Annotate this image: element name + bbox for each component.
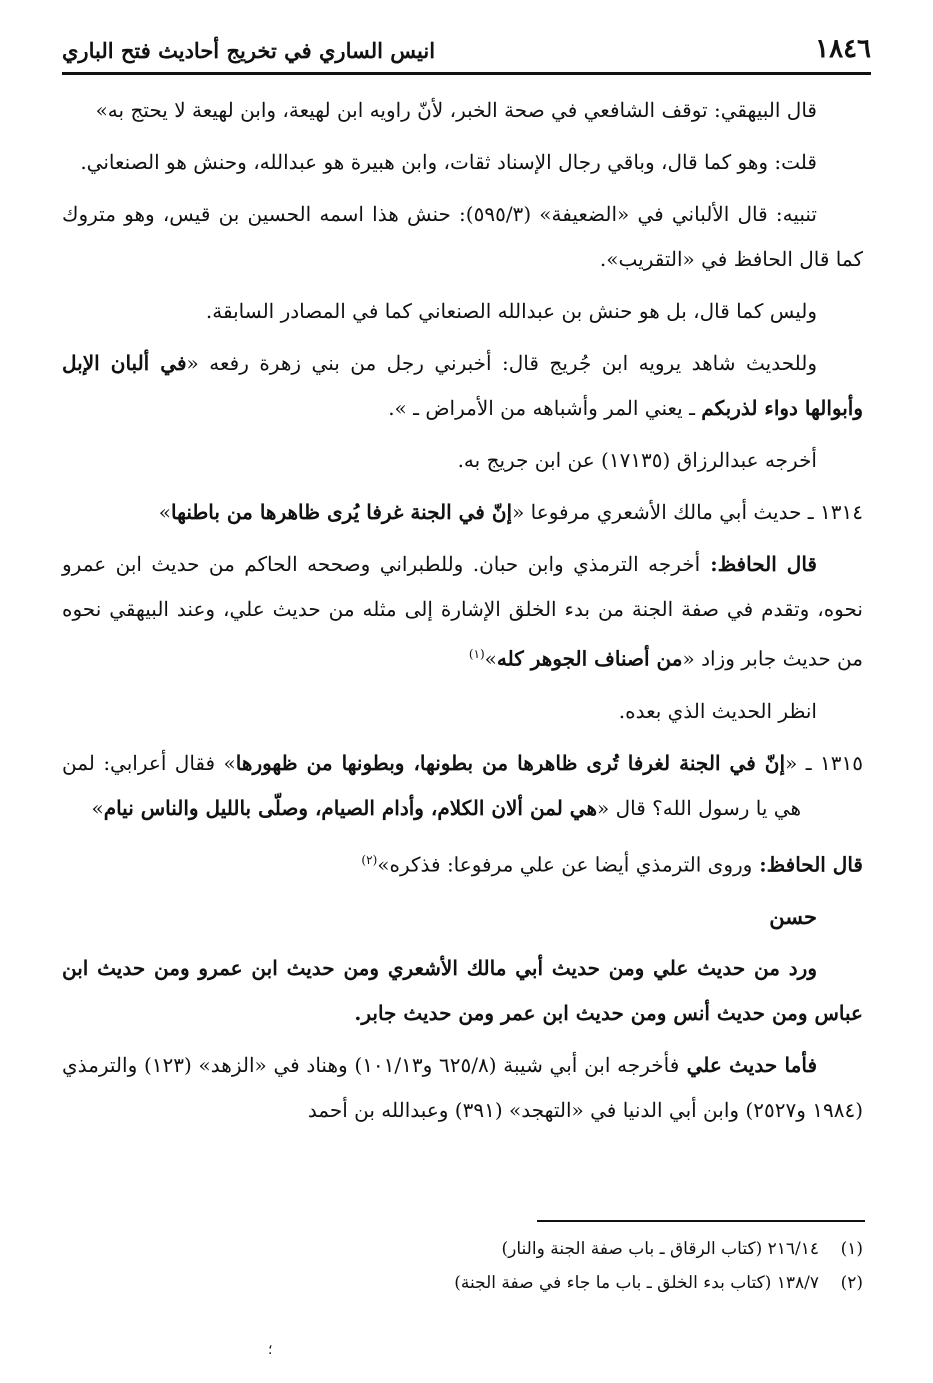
paragraph <box>62 341 863 431</box>
paragraph: انظر الحديث الذي بعده. <box>618 698 817 723</box>
text-run: » <box>484 646 497 671</box>
paragraph <box>62 1043 863 1133</box>
text-run: وروى الترمذي أيضا عن علي مرفوعا: فذكره» <box>377 852 753 877</box>
paragraph <box>62 542 863 682</box>
text-run: أخرجه الترمذي وابن حبان. وللطبراني وصححه الحاكم من حديث ابن عمرو نحوه، وتقدم في صفة الجنة من بدء الخلق الإشارة إلى مثله من حديث علي، وعند البيهقي نحوه من حديث جابر وزاد « <box>62 552 863 671</box>
footnote-rule <box>537 1220 865 1222</box>
footnote-text: ٢١٦/١٤ (كتاب الرقاق ـ باب صفة الجنة والنار) <box>501 1239 819 1259</box>
text-run: » فقال أعرابي: لمن هي يا رسول الله؟ قال « <box>62 750 801 820</box>
hadith-text: في ألبان الإبل وأبوالها دواء لذربكم <box>62 351 863 420</box>
speaker-label: قال الحافظ: <box>752 852 863 877</box>
paragraph: تنبيه: قال الألباني في «الضعيفة» (٥٩٥/٣): حنش هذا اسمه الحسين بن قيس، وهو متروك كما قال الحافظ في «التقريب». <box>62 202 863 271</box>
footnote <box>62 1266 863 1300</box>
footnote-text: ١٣٨/٧ (كتاب بدء الخلق ـ باب ما جاء في صفة الجنة) <box>454 1273 819 1293</box>
hadith-text: هي لمن ألان الكلام، وأدام الصيام، وصلّى بالليل والناس نيام <box>103 795 598 820</box>
hadith-text: إنّ في الجنة لغرفا تُرى ظاهرها من بطونها، وبطونها من ظهورها <box>235 750 786 775</box>
paragraph: وليس كما قال، بل هو حنش بن عبدالله الصنعاني كما في المصادر السابقة. <box>205 299 817 323</box>
hadith-heading <box>62 741 863 831</box>
paragraph: ورد من حديث علي ومن حديث أبي مالك الأشعري ومن حديث ابن عمرو ومن حديث ابن عباس ومن حديث أنس ومن حديث ابن عمر ومن حديث جابر. <box>62 956 863 1026</box>
text-run: ١٣١٥ ـ « <box>785 750 864 775</box>
paragraph <box>62 838 863 888</box>
text-run: ١٣١٤ ـ حديث أبي مالك الأشعري مرفوعا « <box>512 500 863 524</box>
page-number: ١٨٤٦ <box>815 34 871 64</box>
header-rule <box>62 72 871 75</box>
body-text <box>62 88 863 1140</box>
footnote-ref[interactable]: (٢) <box>361 852 378 867</box>
paragraph: قال البيهقي: توقف الشافعي في صحة الخبر، لأنّ راويه ابن لهيعة، وابن لهيعة لا يحتج به» <box>95 98 817 122</box>
footnote <box>62 1232 863 1266</box>
text-run: وللحديث شاهد يرويه ابن جُريج قال: أخبرني رجل من بني زهرة رفعه « <box>186 351 817 375</box>
text-run: فأما حديث علي <box>679 1053 818 1078</box>
text-run: ـ يعني المر وأشباهه من الأمراض ـ ». <box>388 396 702 420</box>
footnote-number: (١) <box>840 1239 863 1259</box>
paragraph: أخرجه عبدالرزاق (١٧١٣٥) عن ابن جريج به. <box>457 448 817 472</box>
speaker-label: قال الحافظ: <box>700 552 817 576</box>
footnote-ref[interactable]: (١) <box>468 647 485 661</box>
text-run: » <box>158 500 172 524</box>
hadith-text: من أصناف الجوهر كله <box>496 646 683 671</box>
page-mark: ؛ <box>268 1342 273 1358</box>
running-header <box>62 28 871 72</box>
grading: حسن <box>769 904 817 930</box>
footnote-number: (٢) <box>840 1273 863 1293</box>
paragraph: قلت: وهو كما قال، وباقي رجال الإسناد ثقات، وابن هبيرة هو عبدالله، وحنش هو الصنعاني. <box>80 150 817 174</box>
text-run: فأخرجه ابن أبي شيبة (٦٢٥/٨ و١٠١/١٣) وهناد في «الزهد» (١٢٣) والترمذي (١٩٨٤ و٢٥٢٧) وابن أبي الدنيا في «التهجد» (٣٩١) وعبدالله بن أحمد <box>62 1053 863 1123</box>
book-title: انيس الساري في تخريج أحاديث فتح الباري <box>62 38 436 63</box>
hadith-heading <box>62 490 863 535</box>
hadith-text: إنّ في الجنة غرفا يُرى ظاهرها من باطنها <box>171 500 513 524</box>
footnotes <box>62 1232 863 1300</box>
text-run: » <box>91 795 104 820</box>
